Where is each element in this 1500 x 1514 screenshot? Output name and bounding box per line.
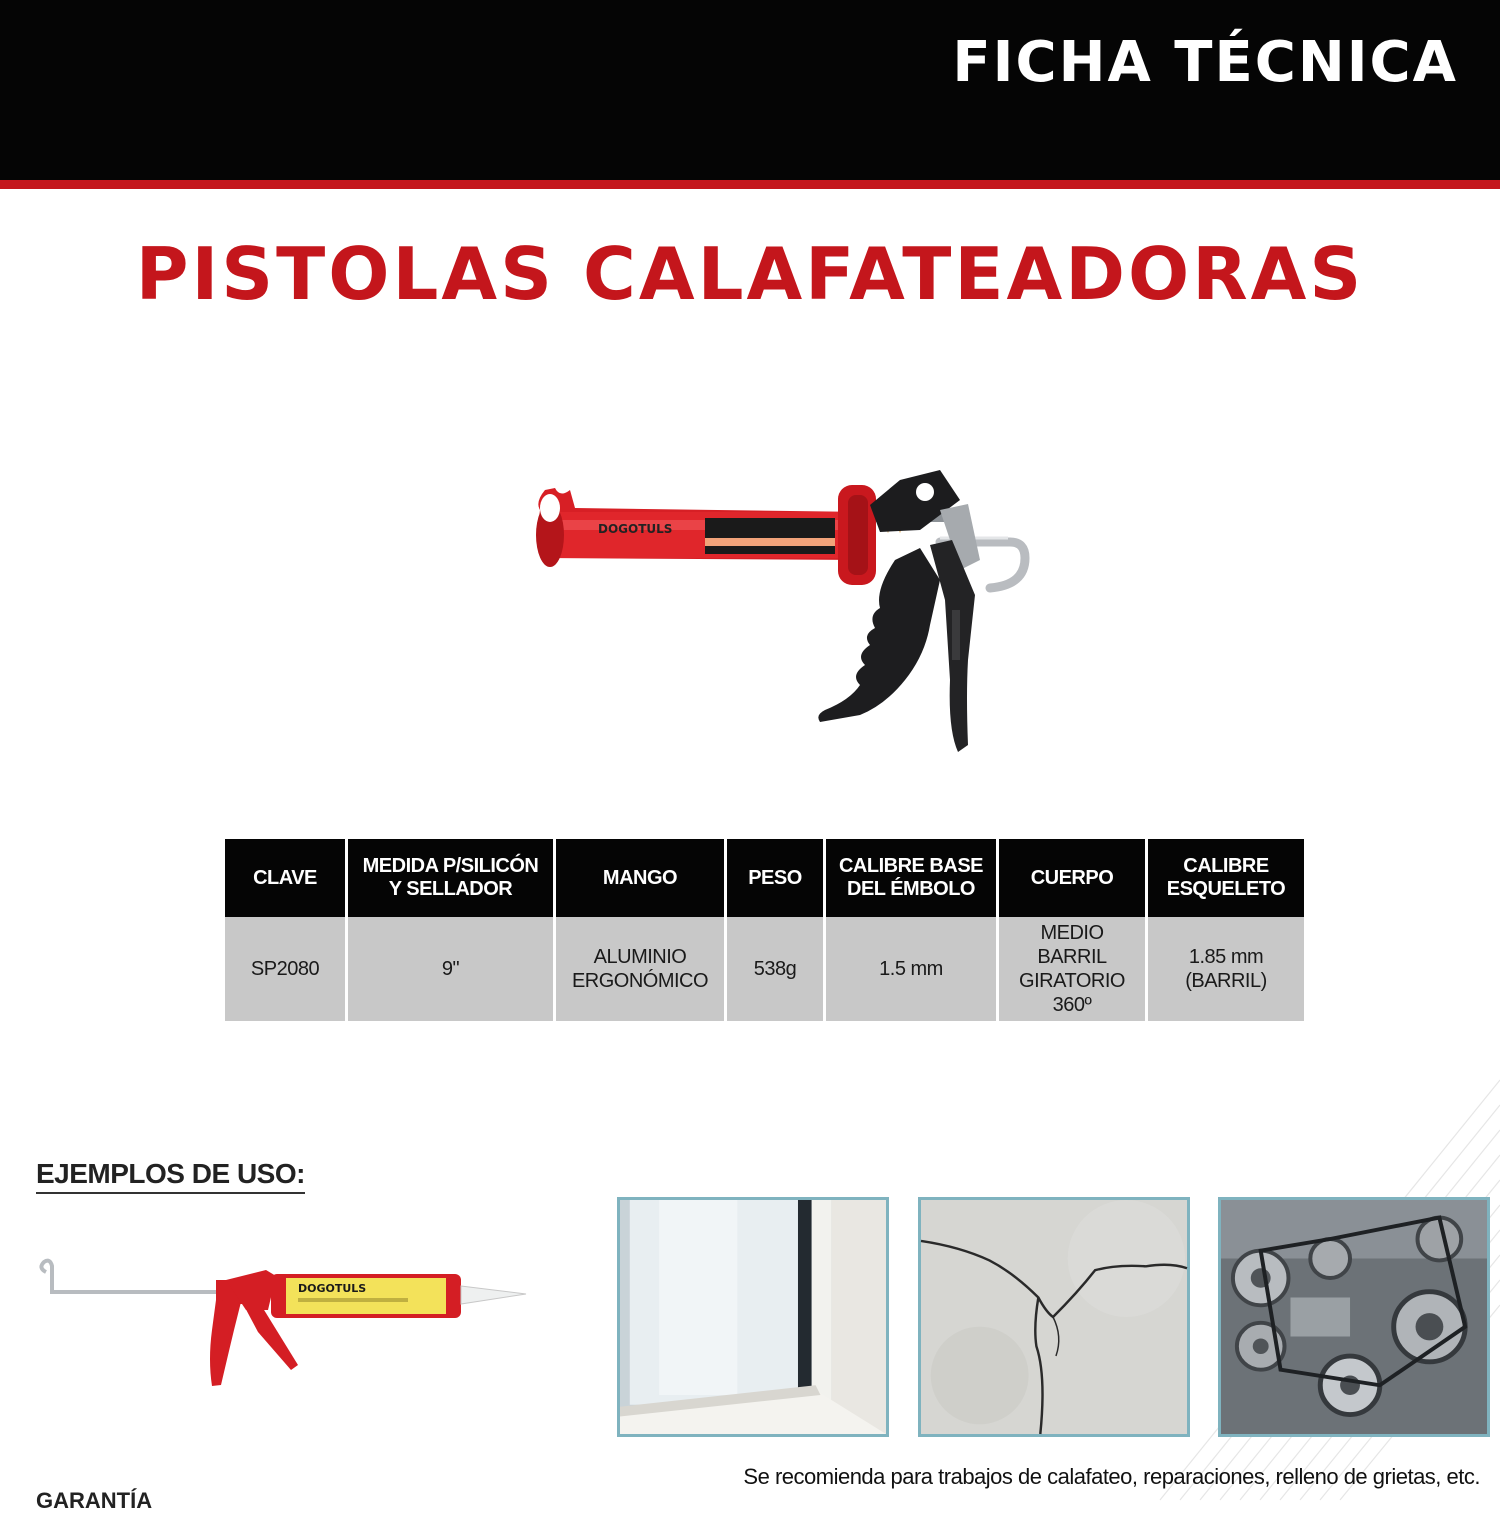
header-red-stripe bbox=[0, 180, 1500, 189]
tube-brand-label: DOGOTULS bbox=[298, 1282, 367, 1295]
product-title: PISTOLAS CALAFATEADORAS bbox=[135, 232, 1365, 316]
skeleton-gun-image bbox=[36, 1250, 536, 1410]
header-mango: MANGO bbox=[556, 839, 724, 917]
example-window-image bbox=[617, 1197, 889, 1437]
specs-table bbox=[222, 839, 1307, 1021]
specs-data-row bbox=[225, 917, 1304, 1021]
caulking-gun-image bbox=[520, 460, 1060, 770]
header-medida: MEDIDA P/SILICÓN Y SELLADOR bbox=[348, 839, 553, 917]
header-peso: PESO bbox=[727, 839, 823, 917]
cell-medida: 9" bbox=[348, 917, 553, 1021]
brand-label: DOGOTULS bbox=[598, 522, 673, 536]
header-clave: CLAVE bbox=[225, 839, 345, 917]
header-title: FICHA TÉCNICA bbox=[952, 30, 1458, 95]
header-cuerpo: CUERPO bbox=[999, 839, 1145, 917]
specs-header-row bbox=[225, 839, 1304, 917]
cell-cuerpo: MEDIO BARRIL GIRATORIO 360º bbox=[999, 917, 1145, 1021]
header-calibre-base: CALIBRE BASE DEL ÉMBOLO bbox=[826, 839, 996, 917]
cell-mango: ALUMINIO ERGONÓMICO bbox=[556, 917, 724, 1021]
cell-clave: SP2080 bbox=[225, 917, 345, 1021]
example-cracks-image bbox=[918, 1197, 1190, 1437]
cell-calibre-base: 1.5 mm bbox=[826, 917, 996, 1021]
cell-peso: 538g bbox=[727, 917, 823, 1021]
guarantee-title: GARANTÍA bbox=[36, 1488, 153, 1513]
example-engine-image bbox=[1218, 1197, 1490, 1437]
cell-calibre-esqueleto: 1.85 mm (BARRIL) bbox=[1148, 917, 1304, 1021]
header-calibre-esqueleto: CALIBRE ESQUELETO bbox=[1148, 839, 1304, 917]
usage-note: Se recomienda para trabajos de calafateo, reparaciones, relleno de grietas, etc. bbox=[743, 1464, 1480, 1489]
uses-section-title: EJEMPLOS DE USO: bbox=[36, 1158, 305, 1194]
